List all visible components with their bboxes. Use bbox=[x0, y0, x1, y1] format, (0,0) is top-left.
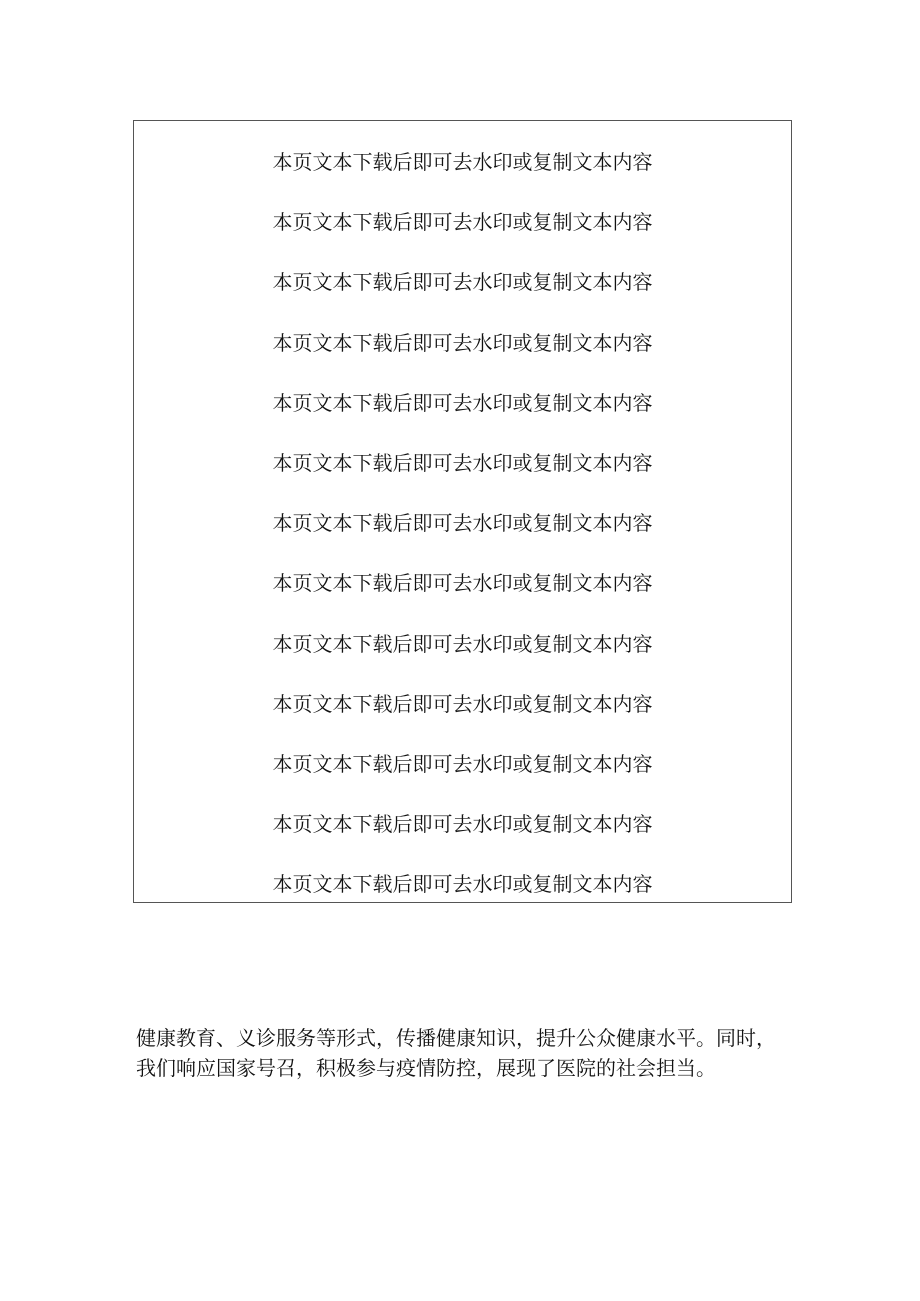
body-paragraph: 健康教育、义诊服务等形式，传播健康知识，提升公众健康水平。同时，我们响应国家号召，积极参与疫情防控，展现了医院的社会担当。 bbox=[136, 1026, 776, 1080]
watermark-line: 本页文本下载后即可去水印或复制文本内容 bbox=[272, 450, 653, 475]
watermark-line: 本页文本下载后即可去水印或复制文本内容 bbox=[272, 330, 653, 355]
watermark-line: 本页文本下载后即可去水印或复制文本内容 bbox=[272, 270, 653, 295]
watermark-line: 本页文本下载后即可去水印或复制文本内容 bbox=[272, 210, 653, 235]
watermark-line: 本页文本下载后即可去水印或复制文本内容 bbox=[272, 571, 653, 596]
watermark-line: 本页文本下载后即可去水印或复制文本内容 bbox=[272, 150, 653, 174]
watermark-line: 本页文本下载后即可去水印或复制文本内容 bbox=[272, 511, 653, 536]
watermark-line: 本页文本下载后即可去水印或复制文本内容 bbox=[272, 691, 653, 716]
watermark-line: 本页文本下载后即可去水印或复制文本内容 bbox=[272, 812, 653, 837]
watermark-line: 本页文本下载后即可去水印或复制文本内容 bbox=[272, 872, 653, 897]
watermark-line: 本页文本下载后即可去水印或复制文本内容 bbox=[272, 390, 653, 415]
watermark-line: 本页文本下载后即可去水印或复制文本内容 bbox=[272, 631, 653, 656]
watermark-line-list bbox=[134, 148, 791, 930]
watermark-notice-box bbox=[133, 120, 792, 903]
watermark-line: 本页文本下载后即可去水印或复制文本内容 bbox=[272, 751, 653, 776]
